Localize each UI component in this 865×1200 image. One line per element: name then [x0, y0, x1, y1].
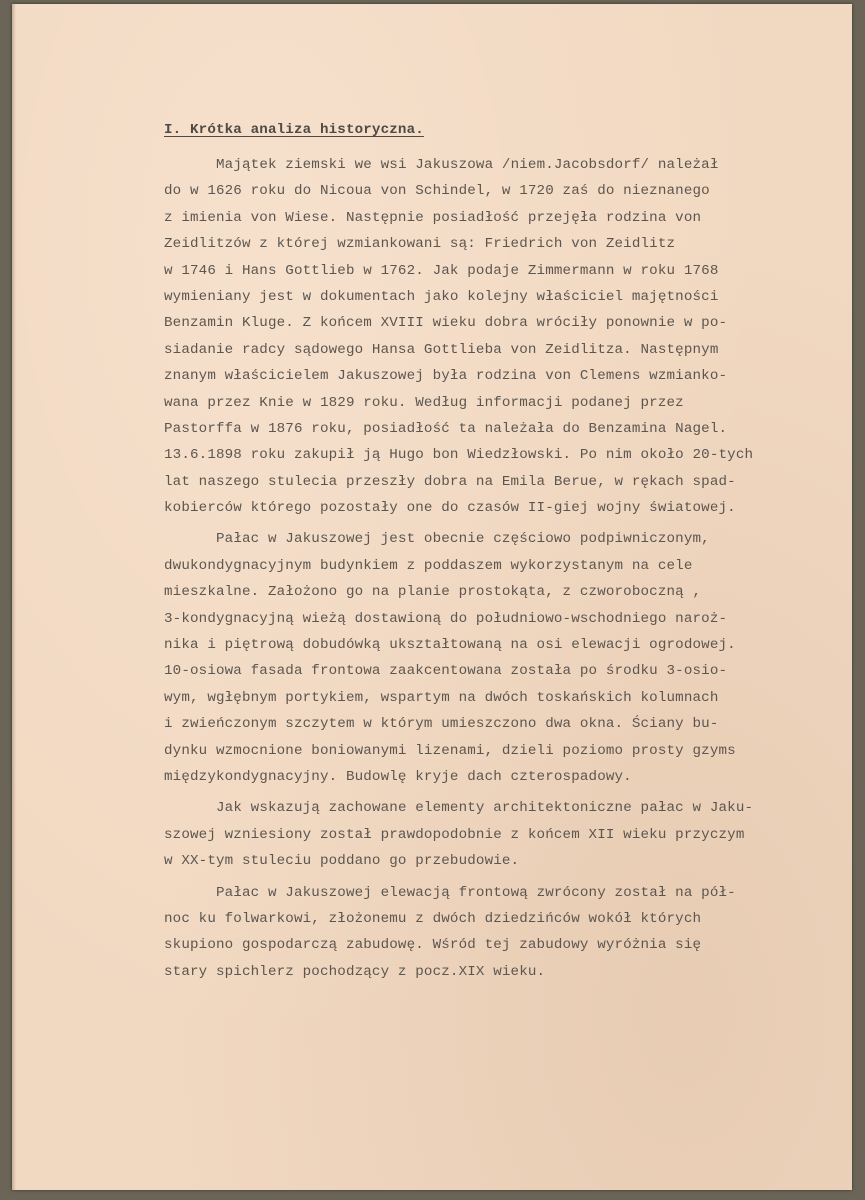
text-line: znanym właścicielem Jakuszowej była rodzina von Clemens wzmianko- — [164, 368, 728, 385]
text-line: 10-osiowa fasada frontowa zaakcentowana została po środku 3-osio- — [164, 663, 728, 680]
text-line: Majątek ziemski we wsi Jakuszowa /niem.Jacobsdorf/ należał — [216, 157, 719, 173]
text-line: dynku wzmocnione boniowanymi lizenami, dzieli poziomo prosty gzyms — [164, 742, 736, 759]
text-line: mieszkalne. Założono go na planie prostokąta, z czworoboczną , — [164, 584, 702, 601]
text-line: 13.6.1898 roku zakupił ją Hugo bon Wiedzłowski. Po nim około 20-tych — [164, 447, 754, 464]
text-line: w XX-tym stuleciu poddano go przebudowie. — [164, 853, 520, 870]
text-line: Pałac w Jakuszowej jest obecnie częściowo podpiwniczonym, — [216, 531, 710, 548]
text-line: z imienia von Wiese. Następnie posiadłość przejęła rodzina von — [164, 209, 702, 226]
text-line: do w 1626 roku do Nicoua von Schindel, w 1720 zaś do nieznanego — [164, 183, 710, 200]
paragraph-building-description — [164, 526, 854, 790]
text-line: szowej wzniesiony został prawdopodobnie z końcem XII wieku przyczym — [164, 826, 745, 843]
paragraph-dating — [164, 795, 854, 874]
text-line: stary spichlerz pochodzący z pocz.XIX wieku. — [164, 963, 546, 980]
document-page — [12, 4, 852, 1190]
text-line: kobierców którego pozostały one do czasów II-giej wojny światowej. — [164, 500, 736, 517]
text-line: nika i piętrową dobudówką ukształtowaną na osi elewacji ogrodowej. — [164, 637, 736, 654]
text-line: skupiono gospodarczą zabudowę. Wśród tej zabudowy wyróżnia się — [164, 937, 702, 954]
text-line: i zwieńczonym szczytem w którym umieszczono dwa okna. Ściany bu- — [164, 716, 719, 733]
text-line: Zeidlitzów z której wzmiankowani są: Friedrich von Zeidlitz — [164, 236, 676, 253]
text-line: w 1746 i Hans Gottlieb w 1762. Jak podaje Zimmermann w roku 1768 — [164, 262, 719, 279]
text-line: lat naszego stulecia przeszły dobra na Emila Berue, w rękach spad- — [164, 473, 736, 490]
text-line: międzykondygnacyjny. Budowlę kryje dach czterospadowy. — [164, 768, 632, 785]
paragraph-history — [164, 152, 854, 521]
page-edge-shadow — [12, 4, 16, 1190]
paragraph-surroundings — [164, 880, 854, 986]
text-line: Benzamin Kluge. Z końcem XVIII wieku dobra wróciły ponownie w po- — [164, 315, 728, 332]
text-line: wym, wgłębnym portykiem, wspartym na dwóch toskańskich kolumnach — [164, 689, 719, 706]
text-line: 3-kondygnacyjną wieżą dostawioną do południowo-wschodniego naroż- — [164, 610, 728, 627]
text-line: dwukondygnacyjnym budynkiem z poddaszem wykorzystanym na cele — [164, 557, 693, 574]
document-body — [164, 122, 854, 990]
text-line: Jak wskazują zachowane elementy architektoniczne pałac w Jaku- — [216, 800, 754, 817]
text-line: wana przez Knie w 1829 roku. Według informacji podanej przez — [164, 394, 684, 411]
text-line: Pastorffa w 1876 roku, posiadłość ta należała do Benzamina Nagel. — [164, 420, 728, 437]
text-line: noc ku folwarkowi, złożonemu z dwóch dziedzińców wokół których — [164, 910, 702, 927]
text-line: siadanie radcy sądowego Hansa Gottlieba von Zeidlitza. Następnym — [164, 341, 719, 358]
section-heading: I. Krótka analiza historyczna. — [164, 122, 424, 138]
text-line: Pałac w Jakuszowej elewacją frontową zwrócony został na pół- — [216, 884, 736, 901]
text-line: wymieniany jest w dokumentach jako kolejny właściciel majętności — [164, 288, 719, 305]
